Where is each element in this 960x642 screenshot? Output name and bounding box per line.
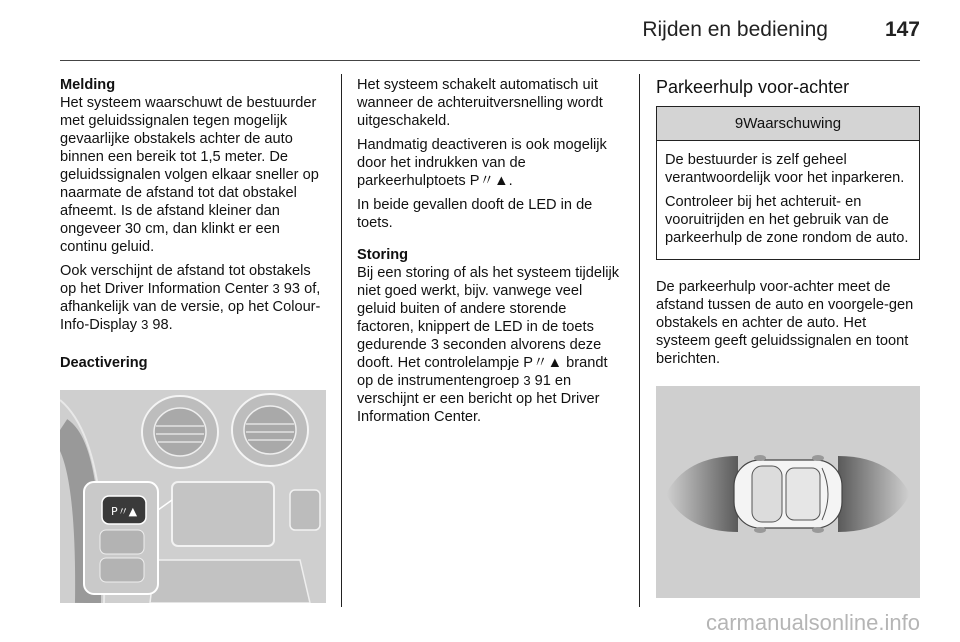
page-ref-icon: 3: [141, 317, 149, 332]
column-1: [60, 76, 326, 603]
parking-assist-icon: P〃▲: [523, 355, 563, 371]
parking-assist-icon: P〃▲: [469, 173, 509, 189]
column-divider-2: [639, 74, 640, 607]
dashboard-drawing: [60, 390, 326, 603]
melding-paragraph-2: Ook verschijnt de afstand tot obstakels op het Driver Information Center 3 93 of, afhankelijk van de versie, op het Colour-Info-Display 3 98.: [60, 263, 321, 333]
column-divider-1: [341, 74, 342, 607]
warning-header: 9Waarschuwing: [657, 107, 919, 141]
storing-heading: Storing: [357, 247, 409, 263]
section-title: Parkeerhulp voor-achter: [656, 77, 850, 97]
front-rear-paragraph: De parkeerhulp voor-achter meet de afstand tussen de auto en voorgele-gen obstakels en achter de auto. Het systeem geeft geluidssignalen en toont berichten.: [656, 279, 914, 367]
car-sensor-drawing: [656, 386, 920, 598]
melding-paragraph-1: Het systeem waarschuwt de bestuurder met geluidssignalen tegen mogelijk gevaarlijke obstakels achter de auto binnen een bereik tot 1,5 meter. De geluidssignalen volgen elkaar sneller op naarmate de afstand tot dat obstakel afneemt. Is de afstand kleiner dan ongeveer 30 cm, dan klinkt er een continu geluid.: [60, 95, 319, 255]
parking-button-label: P〃▲: [110, 505, 138, 518]
manual-deactivation-paragraph: Handmatig deactiveren is ook mogelijk door het indrukken van de parkeerhulptoets P〃▲.: [357, 137, 607, 189]
header-title: Rijden en bediening: [642, 18, 828, 41]
auto-off-paragraph: Het systeem schakelt automatisch uit wanneer de achteruitversnelling wordt uitgeschakeld.: [357, 77, 603, 129]
dashboard-illustration: [60, 390, 326, 603]
watermark: carmanualsonline.info: [705, 610, 920, 635]
warning-icon: 9: [734, 115, 744, 132]
page-number: 147: [884, 18, 920, 41]
header-rule: [60, 60, 920, 61]
warning-box: [656, 106, 920, 260]
deactivering-heading: Deactivering: [60, 355, 148, 371]
storing-paragraph: Bij een storing of als het systeem tijdelijk niet goed werkt, bijv. vanwege veel geluid buiten of andere storende factoren, knippert de LED in de toets gedurende 3 seconden alvorens deze dooft. Het controlelampje P〃▲ brandt op de instrumentengroep 3 91 en verschijnt er een bericht op het Driver Information Center.: [357, 265, 619, 425]
led-paragraph: In beide gevallen dooft de LED in de toets.: [357, 197, 593, 231]
warning-paragraph-2: Controleer bij het achteruit- en vooruitrijden en het gebruik van de parkeerhulp de zone rondom de auto.: [665, 194, 909, 246]
melding-heading: Melding: [60, 77, 116, 93]
page-ref-icon: 3: [272, 281, 280, 296]
car-sensor-illustration: [656, 386, 920, 598]
column-3: [656, 76, 922, 598]
warning-paragraph-1: De bestuurder is zelf geheel verantwoordelijk voor het inparkeren.: [665, 152, 905, 186]
page-ref-icon: 3: [523, 373, 531, 388]
column-2: [357, 76, 624, 432]
